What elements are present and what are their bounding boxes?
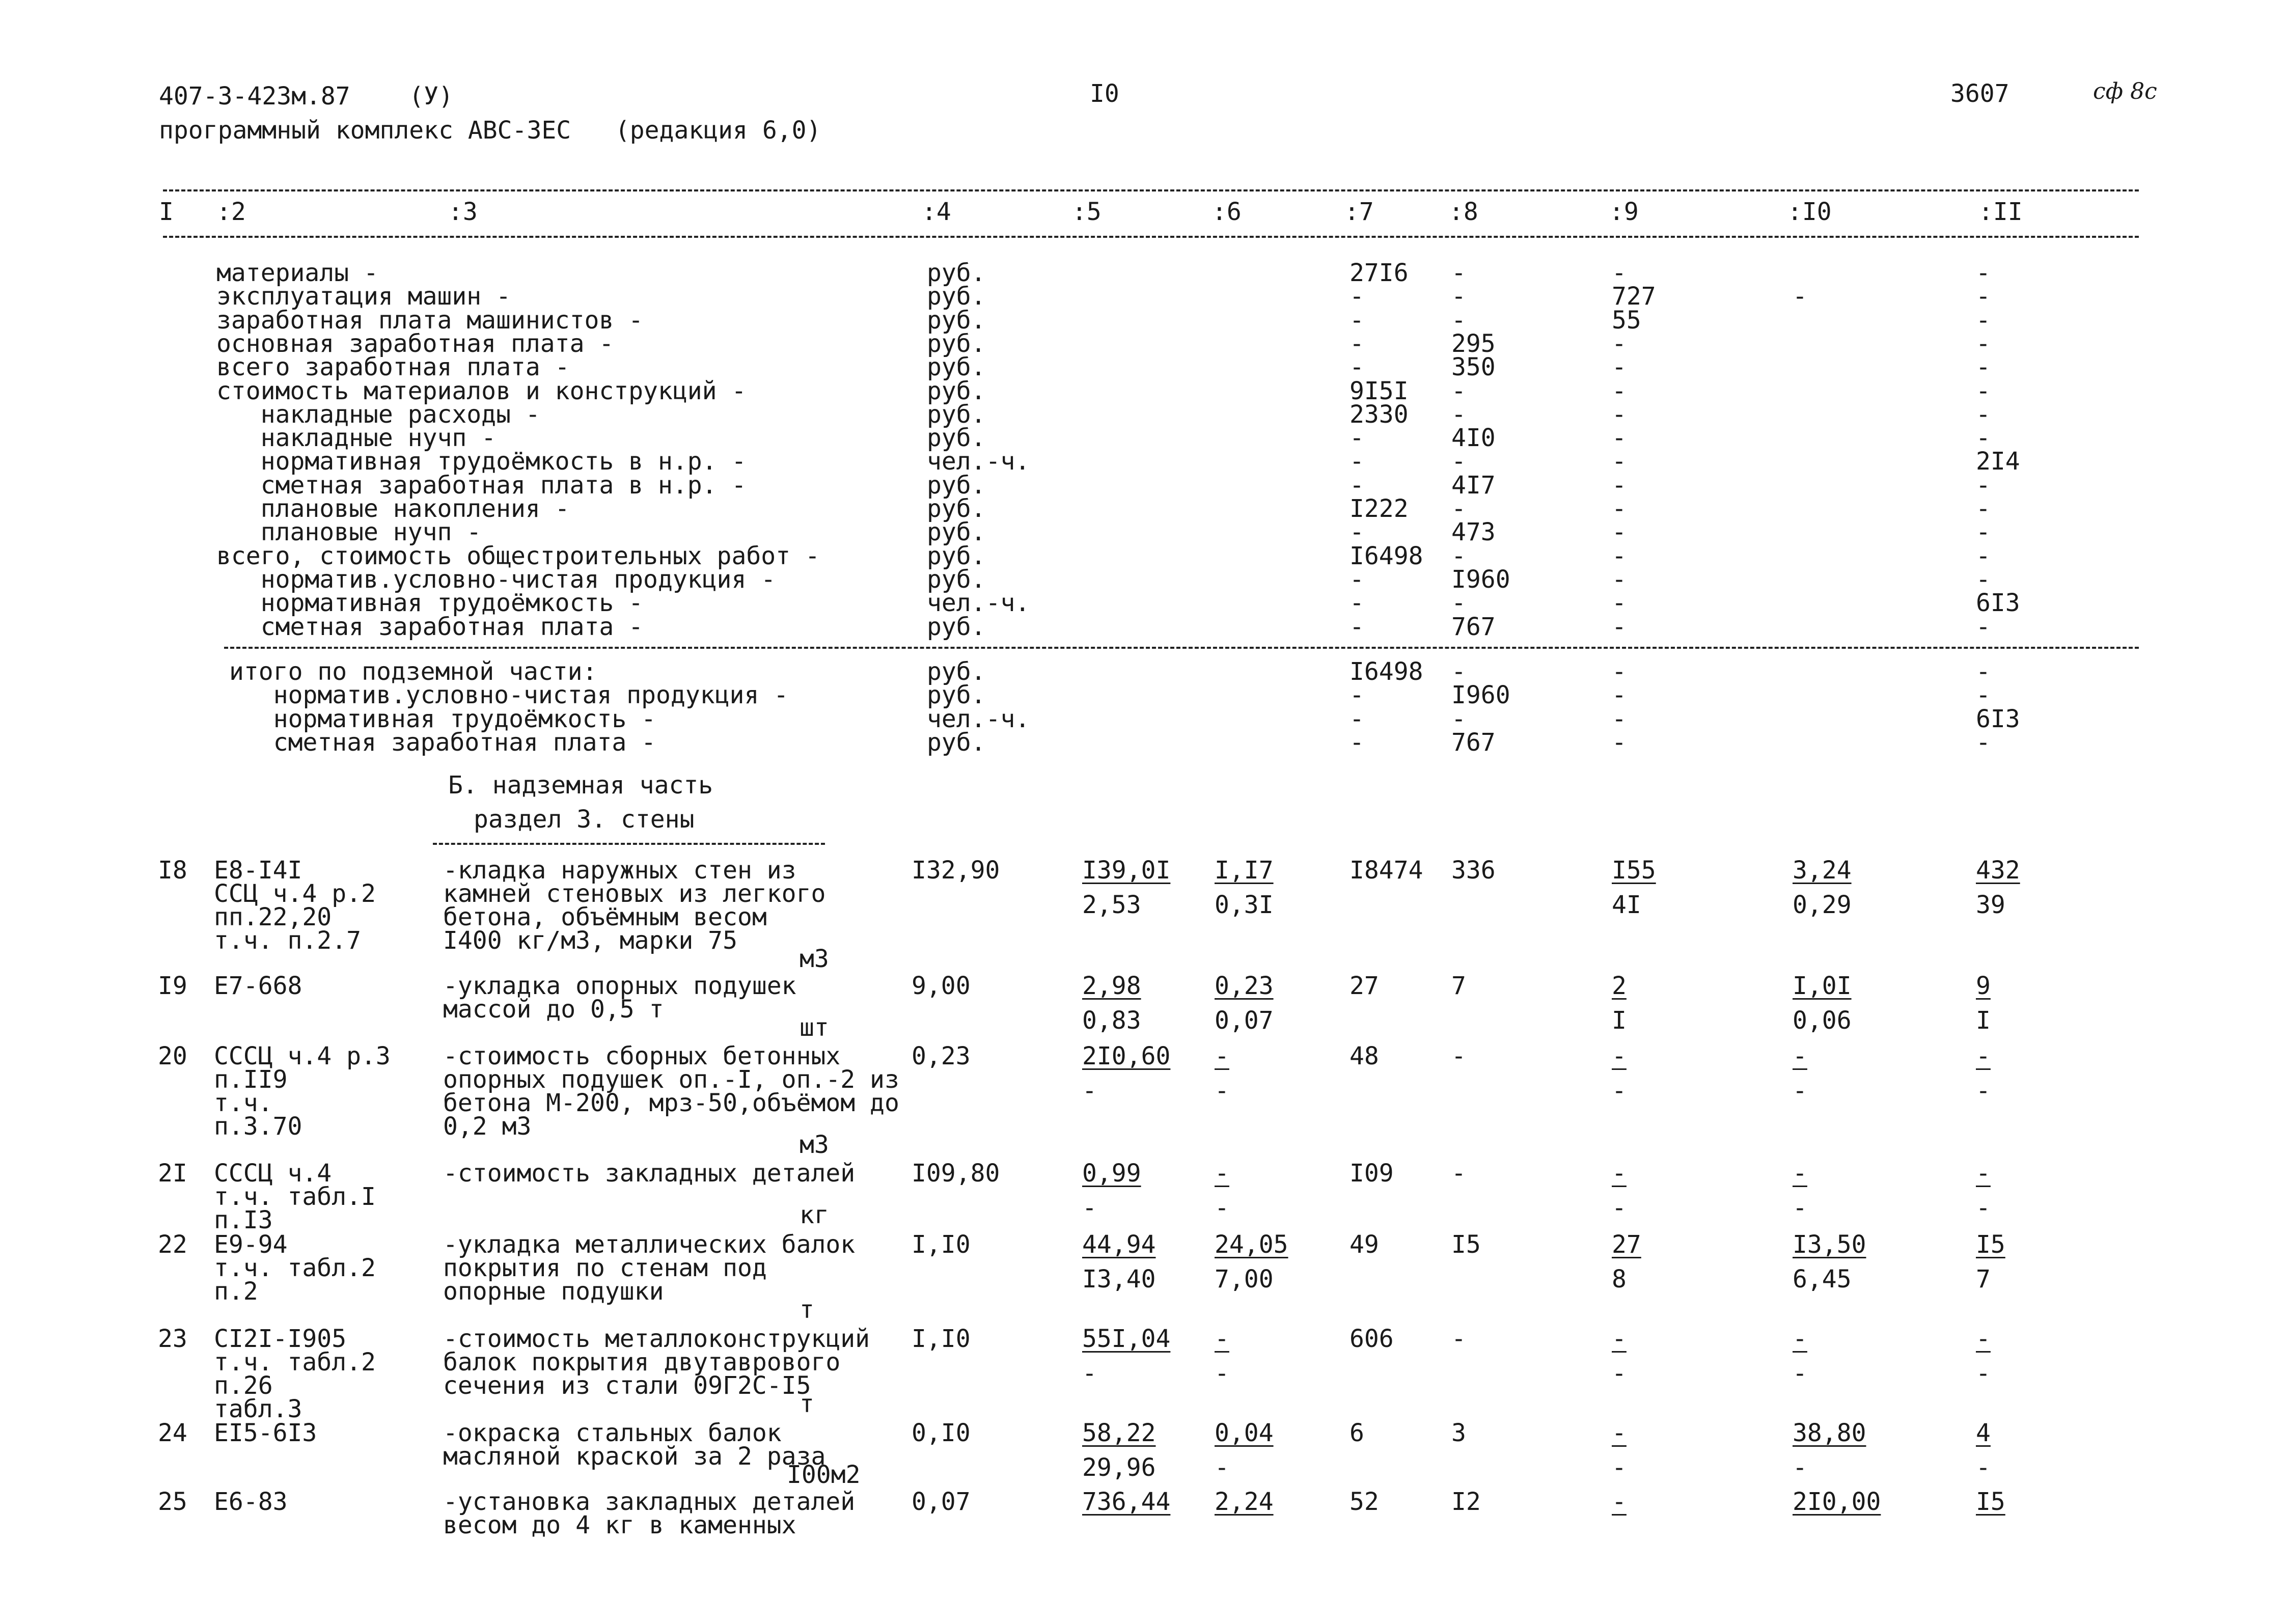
summary-unit: руб. <box>927 612 986 641</box>
summary-unit: руб. <box>927 681 986 710</box>
summary-col9: 55 <box>1612 306 1641 335</box>
item-quantity: 9,00 <box>912 972 971 1000</box>
item-machine-cost: 0,04 <box>1215 1419 1274 1447</box>
summary-label: сметная заработная плата - <box>216 612 644 641</box>
summary-col11: - <box>1976 612 1991 641</box>
item-code-line: т.ч. табл.2 <box>214 1254 376 1282</box>
item-col10-b: 0,29 <box>1793 891 1852 919</box>
header-rule-top <box>163 189 2139 191</box>
item-col10-b: 6,45 <box>1793 1265 1852 1293</box>
item-description-line: -окраска стальных балок <box>443 1419 782 1447</box>
summary-label: сметная заработная плата - <box>229 728 656 757</box>
item-number: 23 <box>158 1325 187 1353</box>
summary-col7: - <box>1349 306 1364 335</box>
summary-col11: 6I3 <box>1976 589 2020 618</box>
summary-unit: руб. <box>927 353 986 382</box>
page-number: I0 <box>1090 79 1119 108</box>
item-total-wage: - <box>1451 1042 1466 1070</box>
item-labour: 27 <box>1612 1230 1641 1259</box>
item-total-cost: I8474 <box>1349 856 1423 885</box>
item-total-wage: - <box>1451 1325 1466 1353</box>
summary-unit: руб. <box>927 728 986 757</box>
summary-col11: - <box>1976 306 1991 335</box>
item-description-line: весом до 4 кг в каменных <box>443 1511 796 1539</box>
item-col10-b: - <box>1793 1453 1807 1482</box>
item-description-line: бетона, объёмным весом <box>443 903 767 931</box>
item-col10-b: - <box>1793 1077 1807 1105</box>
summary-unit: руб. <box>927 471 986 500</box>
summary-col7: - <box>1349 612 1364 641</box>
summary-col8: - <box>1451 494 1466 523</box>
item-total-cost: 48 <box>1349 1042 1379 1070</box>
item-labour-b: - <box>1612 1359 1627 1388</box>
summary-col11: - <box>1976 329 1991 358</box>
summary-unit: руб. <box>927 376 986 405</box>
item-code-line: СI2I-I905 <box>214 1325 347 1353</box>
item-description-line: -укладка опорных подушек <box>443 972 796 1000</box>
summary-col11: - <box>1976 282 1991 311</box>
item-unit: т <box>800 1296 814 1324</box>
summary-label: эксплуатация машин - <box>216 282 511 311</box>
header-rule-bottom <box>163 236 2139 238</box>
item-col11-b: - <box>1976 1194 1991 1222</box>
summary-col8: - <box>1451 704 1466 733</box>
item-machine-cost: 24,05 <box>1215 1230 1288 1259</box>
summary-label: итого по подземной части: <box>229 657 597 686</box>
item-col11: 4 <box>1976 1419 1991 1447</box>
summary-col9: - <box>1612 657 1627 686</box>
item-labour-b: 4I <box>1612 891 1641 919</box>
summary-col9: - <box>1612 704 1627 733</box>
summary-label: норматив.условно-чистая продукция - <box>229 681 789 710</box>
item-unit-cost-wage: - <box>1082 1077 1097 1105</box>
item-quantity: I09,80 <box>912 1159 1000 1188</box>
summary-unit: руб. <box>927 565 986 594</box>
item-labour: - <box>1612 1042 1627 1070</box>
item-labour: - <box>1612 1488 1627 1516</box>
item-code-line: т.ч. п.2.7 <box>214 926 361 955</box>
summary-unit: руб. <box>927 657 986 686</box>
summary-col8: 473 <box>1451 518 1496 547</box>
item-code-line: Е8-I4I <box>214 856 302 885</box>
item-description-line: сечения из стали 09Г2С-I5 <box>443 1371 811 1400</box>
item-col10: - <box>1793 1159 1807 1188</box>
item-code-line: п.II9 <box>214 1065 288 1094</box>
column-header-5: :5 <box>1072 198 1101 226</box>
item-total-wage: 336 <box>1451 856 1496 885</box>
item-description-line: опорные подушки <box>443 1277 664 1306</box>
summary-col9: - <box>1612 589 1627 618</box>
item-col11: - <box>1976 1042 1991 1070</box>
summary-col11: - <box>1976 565 1991 594</box>
item-code-line: Е6-83 <box>214 1488 288 1516</box>
summary-col8: - <box>1451 306 1466 335</box>
summary-col7: 9I5I <box>1349 376 1409 405</box>
item-code-line: т.ч. <box>214 1089 273 1117</box>
summary-unit: руб. <box>927 424 986 453</box>
item-total-wage: I5 <box>1451 1230 1481 1259</box>
summary-col7: I222 <box>1349 494 1409 523</box>
column-header-10: :I0 <box>1787 198 1832 226</box>
summary-col7: - <box>1349 447 1364 476</box>
summary-col8: 4I7 <box>1451 471 1496 500</box>
summary-col9: - <box>1612 376 1627 405</box>
summary-unit: руб. <box>927 400 986 429</box>
item-description-line: бетона М-200, мрз-50,объёмом до <box>443 1089 899 1117</box>
summary-col9: - <box>1612 259 1627 287</box>
item-description-line: масляной краской за 2 раза <box>443 1442 826 1471</box>
item-unit-cost: 2I0,60 <box>1082 1042 1171 1070</box>
item-col10-b: - <box>1793 1359 1807 1388</box>
software-subtitle: программный комплекс АВС-3ЕС (редакция 6,0) <box>159 116 821 145</box>
item-unit-cost-wage: - <box>1082 1359 1097 1388</box>
summary-col11: 2I4 <box>1976 447 2020 476</box>
summary-col9: - <box>1612 541 1627 570</box>
summary-col8: - <box>1451 376 1466 405</box>
item-machine-cost-wage: 0,3I <box>1215 891 1274 919</box>
subsection-title: раздел 3. стены <box>474 805 695 834</box>
item-number: 25 <box>158 1488 187 1516</box>
item-unit-cost: 0,99 <box>1082 1159 1141 1188</box>
item-unit-cost: 58,22 <box>1082 1419 1156 1447</box>
item-unit-cost: 736,44 <box>1082 1488 1171 1516</box>
summary-label: всего заработная плата - <box>216 353 570 382</box>
summary-col8: 767 <box>1451 612 1496 641</box>
summary-col9: 727 <box>1612 282 1656 311</box>
item-code-line: СССЦ ч.4 <box>214 1159 332 1188</box>
item-labour-b: - <box>1612 1077 1627 1105</box>
summary-col11: - <box>1976 353 1991 382</box>
item-number: 20 <box>158 1042 187 1070</box>
item-machine-cost-wage: - <box>1215 1077 1229 1105</box>
item-total-wage: 3 <box>1451 1419 1466 1447</box>
summary-col11: - <box>1976 681 1991 710</box>
item-code-line: ЕI5-6I3 <box>214 1419 317 1447</box>
summary-label: накладные нучп - <box>216 424 497 453</box>
item-description-line: опорных подушек оп.-I, оп.-2 из <box>443 1065 899 1094</box>
item-labour-b: 8 <box>1612 1265 1627 1293</box>
item-unit: м3 <box>800 945 829 973</box>
item-col11: 432 <box>1976 856 2020 885</box>
summary-col9: - <box>1612 565 1627 594</box>
item-total-cost: 6 <box>1349 1419 1364 1447</box>
item-labour-b: - <box>1612 1194 1627 1222</box>
item-number: 24 <box>158 1419 187 1447</box>
summary-col11: - <box>1976 657 1991 686</box>
summary-unit: руб. <box>927 329 986 358</box>
summary-col9: - <box>1612 518 1627 547</box>
summary-unit: руб. <box>927 306 986 335</box>
item-total-cost: 49 <box>1349 1230 1379 1259</box>
item-col10: I,0I <box>1793 972 1852 1000</box>
summary-col7: - <box>1349 728 1364 757</box>
item-description-line: -стоимость металлоконструкций <box>443 1325 870 1353</box>
item-total-cost: 27 <box>1349 972 1379 1000</box>
item-quantity: 0,23 <box>912 1042 971 1070</box>
summary-unit: руб. <box>927 259 986 287</box>
summary-col9: - <box>1612 612 1627 641</box>
summary-col8: 295 <box>1451 329 1496 358</box>
summary-col9: - <box>1612 329 1627 358</box>
item-quantity: 0,I0 <box>912 1419 971 1447</box>
item-machine-cost: I,I7 <box>1215 856 1274 885</box>
item-col11-b: - <box>1976 1359 1991 1388</box>
summary-col11: - <box>1976 494 1991 523</box>
item-machine-cost: - <box>1215 1042 1229 1070</box>
item-description-line: -кладка наружных стен из <box>443 856 796 885</box>
item-labour: - <box>1612 1159 1627 1188</box>
summary-col8: - <box>1451 400 1466 429</box>
summary-col7: 27I6 <box>1349 259 1409 287</box>
column-header-11: :II <box>1978 198 2023 226</box>
item-col10: I3,50 <box>1793 1230 1866 1259</box>
item-machine-cost-wage: 7,00 <box>1215 1265 1274 1293</box>
column-header-8: :8 <box>1449 198 1478 226</box>
summary-unit: руб. <box>927 541 986 570</box>
column-header-2: :2 <box>216 198 246 226</box>
summary-col10: - <box>1793 282 1807 311</box>
item-total-cost: I09 <box>1349 1159 1394 1188</box>
item-labour: 2 <box>1612 972 1627 1000</box>
item-unit-cost: 44,94 <box>1082 1230 1156 1259</box>
item-number: 2I <box>158 1159 187 1188</box>
summary-divider-rule <box>224 647 2139 649</box>
summary-col11: 6I3 <box>1976 704 2020 733</box>
item-total-wage: 7 <box>1451 972 1466 1000</box>
column-header-6: :6 <box>1212 198 1242 226</box>
item-number: I8 <box>158 856 187 885</box>
summary-unit: чел.-ч. <box>927 704 1030 733</box>
summary-unit: руб. <box>927 494 986 523</box>
document-number: 3607 <box>1950 79 2009 108</box>
summary-col11: - <box>1976 518 1991 547</box>
summary-col8: - <box>1451 282 1466 311</box>
item-description-line: балок покрытия двутаврового <box>443 1348 841 1377</box>
item-total-wage: - <box>1451 1159 1466 1188</box>
summary-col7: 2330 <box>1349 400 1409 429</box>
item-unit-cost-wage: - <box>1082 1194 1097 1222</box>
summary-unit: чел.-ч. <box>927 589 1030 618</box>
summary-col8: 4I0 <box>1451 424 1496 453</box>
summary-col7: - <box>1349 282 1364 311</box>
summary-col7: - <box>1349 329 1364 358</box>
item-unit: шт <box>800 1013 829 1042</box>
item-unit-cost-wage: 29,96 <box>1082 1453 1156 1482</box>
summary-col8: I960 <box>1451 681 1510 710</box>
summary-col11: - <box>1976 471 1991 500</box>
subsection-underline <box>433 843 825 845</box>
item-labour: I55 <box>1612 856 1656 885</box>
item-machine-cost: 0,23 <box>1215 972 1274 1000</box>
summary-col9: - <box>1612 447 1627 476</box>
item-machine-cost: 2,24 <box>1215 1488 1274 1516</box>
summary-col11: - <box>1976 728 1991 757</box>
summary-col9: - <box>1612 681 1627 710</box>
item-code-line: п.3.70 <box>214 1112 302 1141</box>
summary-label: сметная заработная плата в н.р. - <box>216 471 747 500</box>
summary-label: плановые нучп - <box>216 518 482 547</box>
summary-col11: - <box>1976 541 1991 570</box>
item-col11: - <box>1976 1325 1991 1353</box>
item-code-line: пп.22,20 <box>214 903 332 931</box>
item-total-cost: 52 <box>1349 1488 1379 1516</box>
summary-col8: I960 <box>1451 565 1510 594</box>
item-description-line: 0,2 м3 <box>443 1112 532 1141</box>
summary-col9: - <box>1612 471 1627 500</box>
item-col11-b: - <box>1976 1077 1991 1105</box>
item-col10-b: - <box>1793 1194 1807 1222</box>
item-code-line: п.I3 <box>214 1206 273 1234</box>
summary-col7: - <box>1349 471 1364 500</box>
item-unit-cost-wage: 0,83 <box>1082 1006 1141 1035</box>
item-col10: 3,24 <box>1793 856 1852 885</box>
item-unit: м3 <box>800 1131 829 1159</box>
item-code-line: т.ч. табл.I <box>214 1182 376 1211</box>
summary-label: нормативная трудоёмкость - <box>216 589 644 618</box>
column-header-4: :4 <box>922 198 951 226</box>
column-header-7: :7 <box>1344 198 1374 226</box>
item-quantity: I,I0 <box>912 1325 971 1353</box>
summary-label: заработная плата машинистов - <box>216 306 644 335</box>
summary-col8: - <box>1451 657 1466 686</box>
item-description-line: -укладка металлических балок <box>443 1230 856 1259</box>
summary-col9: - <box>1612 494 1627 523</box>
summary-col11: - <box>1976 424 1991 453</box>
summary-label: накладные расходы - <box>216 400 540 429</box>
item-machine-cost: - <box>1215 1325 1229 1353</box>
summary-col8: - <box>1451 589 1466 618</box>
item-quantity: I,I0 <box>912 1230 971 1259</box>
summary-col11: - <box>1976 376 1991 405</box>
item-machine-cost-wage: - <box>1215 1359 1229 1388</box>
item-machine-cost: - <box>1215 1159 1229 1188</box>
item-labour-b: I <box>1612 1006 1627 1035</box>
item-description-line: -установка закладных деталей <box>443 1488 856 1516</box>
item-col10: 38,80 <box>1793 1419 1866 1447</box>
item-number: 22 <box>158 1230 187 1259</box>
summary-col9: - <box>1612 400 1627 429</box>
item-description-line: массой до 0,5 т <box>443 995 664 1024</box>
summary-col8: 767 <box>1451 728 1496 757</box>
item-unit-cost: 55I,04 <box>1082 1325 1171 1353</box>
summary-label: основная заработная плата - <box>216 329 614 358</box>
summary-col7: - <box>1349 353 1364 382</box>
item-unit-cost: I39,0I <box>1082 856 1171 885</box>
item-unit: т <box>800 1390 814 1418</box>
summary-col7: - <box>1349 589 1364 618</box>
summary-unit: руб. <box>927 518 986 547</box>
summary-col9: - <box>1612 424 1627 453</box>
item-code-line: Е7-668 <box>214 972 302 1000</box>
item-description-line: -стоимость сборных бетонных <box>443 1042 841 1070</box>
item-code-line: табл.3 <box>214 1395 302 1423</box>
summary-col8: 350 <box>1451 353 1496 382</box>
item-unit-cost: 2,98 <box>1082 972 1141 1000</box>
summary-label: нормативная трудоёмкость в н.р. - <box>216 447 747 476</box>
item-unit-cost-wage: 2,53 <box>1082 891 1141 919</box>
item-col10: 2I0,00 <box>1793 1488 1881 1516</box>
item-machine-cost-wage: - <box>1215 1194 1229 1222</box>
summary-col7: I6498 <box>1349 541 1423 570</box>
item-code-line: Е9-94 <box>214 1230 288 1259</box>
summary-col11: - <box>1976 400 1991 429</box>
summary-col9: - <box>1612 728 1627 757</box>
summary-unit: руб. <box>927 282 986 311</box>
item-col11-b: I <box>1976 1006 1991 1035</box>
column-header-9: :9 <box>1609 198 1639 226</box>
item-code-line: п.26 <box>214 1371 273 1400</box>
item-labour-b: - <box>1612 1453 1627 1482</box>
column-header-3: :3 <box>448 198 478 226</box>
item-col11: I5 <box>1976 1488 2005 1516</box>
item-col11-b: 7 <box>1976 1265 1991 1293</box>
item-unit-cost-wage: I3,40 <box>1082 1265 1156 1293</box>
summary-col8: - <box>1451 541 1466 570</box>
item-col11: - <box>1976 1159 1991 1188</box>
summary-col7: - <box>1349 681 1364 710</box>
section-title: Б. надземная часть <box>448 771 713 800</box>
summary-col8: - <box>1451 259 1466 287</box>
summary-col7: - <box>1349 424 1364 453</box>
item-machine-cost-wage: 0,07 <box>1215 1006 1274 1035</box>
item-col11-b: - <box>1976 1453 1991 1482</box>
item-code-line: т.ч. табл.2 <box>214 1348 376 1377</box>
summary-label: материалы - <box>216 259 378 287</box>
summary-label: норматив.условно-чистая продукция - <box>216 565 776 594</box>
item-col10-b: 0,06 <box>1793 1006 1852 1035</box>
item-description-line: -стоимость закладных деталей <box>443 1159 856 1188</box>
item-code-line: СССЦ ч.4 р.3 <box>214 1042 391 1070</box>
item-col11: I5 <box>1976 1230 2005 1259</box>
summary-col7: - <box>1349 704 1364 733</box>
summary-col7: - <box>1349 518 1364 547</box>
item-unit: I00м2 <box>787 1461 861 1489</box>
summary-col9: - <box>1612 353 1627 382</box>
summary-label: нормативная трудоёмкость - <box>229 704 656 733</box>
column-header-1: I <box>159 198 174 226</box>
item-col11: 9 <box>1976 972 1991 1000</box>
item-col10: - <box>1793 1325 1807 1353</box>
summary-label: стоимость материалов и конструкций - <box>216 376 747 405</box>
item-description-line: I400 кг/м3, марки 75 <box>443 926 737 955</box>
summary-col8: - <box>1451 447 1466 476</box>
item-description-line: покрытия по стенам под <box>443 1254 767 1282</box>
item-code-line: п.2 <box>214 1277 258 1306</box>
summary-label: всего, стоимость общестроительных работ - <box>216 541 820 570</box>
item-col11-b: 39 <box>1976 891 2005 919</box>
summary-col11: - <box>1976 259 1991 287</box>
summary-label: плановые накопления - <box>216 494 570 523</box>
item-code-line: ССЦ ч.4 р.2 <box>214 879 376 908</box>
item-quantity: I32,90 <box>912 856 1000 885</box>
item-total-cost: 606 <box>1349 1325 1394 1353</box>
summary-col7: I6498 <box>1349 657 1423 686</box>
item-machine-cost-wage: - <box>1215 1453 1229 1482</box>
item-col10: - <box>1793 1042 1807 1070</box>
handwritten-mark: сф 8с <box>2093 78 2157 104</box>
summary-col7: - <box>1349 565 1364 594</box>
item-total-wage: I2 <box>1451 1488 1481 1516</box>
summary-unit: чел.-ч. <box>927 447 1030 476</box>
item-quantity: 0,07 <box>912 1488 971 1516</box>
item-number: I9 <box>158 972 187 1000</box>
document-code: 407-3-423м.87 (У) <box>159 82 453 111</box>
item-labour: - <box>1612 1419 1627 1447</box>
item-unit: кг <box>800 1201 829 1229</box>
item-description-line: камней стеновых из легкого <box>443 879 826 908</box>
item-labour: - <box>1612 1325 1627 1353</box>
